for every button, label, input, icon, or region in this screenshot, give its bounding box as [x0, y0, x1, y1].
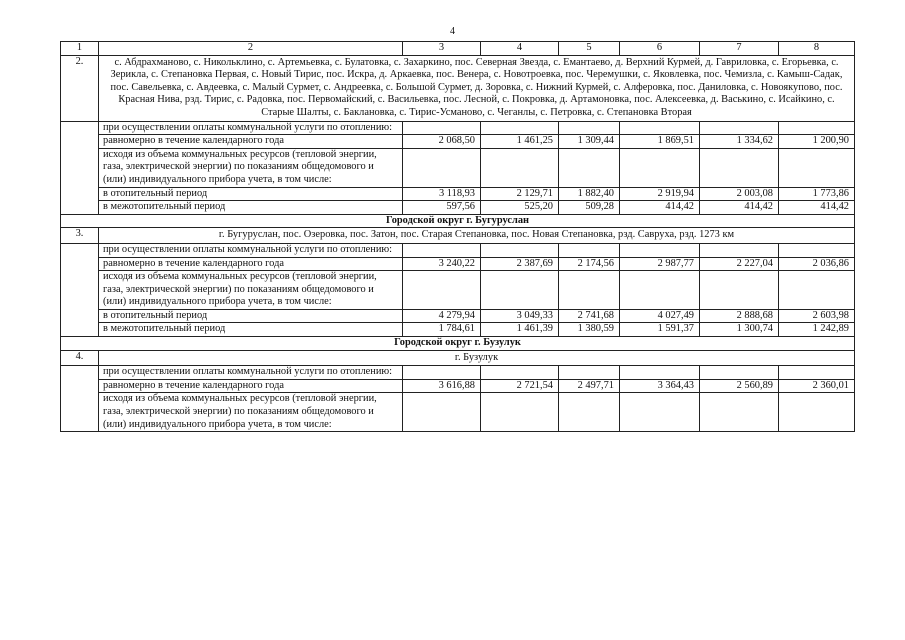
header-cell: 8	[779, 42, 855, 56]
district-name: Городской округ г. Бугуруслан	[61, 214, 855, 228]
value-cell	[700, 243, 779, 257]
value-cell	[779, 271, 855, 310]
table-row	[61, 257, 855, 271]
number-cell-blank	[61, 121, 99, 214]
value-cell	[403, 271, 481, 310]
value-cell	[403, 366, 481, 380]
value-cell: 1 461,39	[481, 323, 559, 337]
value-cell	[779, 393, 855, 432]
settlements-list: г. Бузулук	[99, 350, 855, 366]
district-row	[61, 337, 855, 351]
value-cell	[481, 121, 559, 135]
value-cell	[620, 366, 700, 380]
row-label: в межотопительный период	[99, 323, 403, 337]
value-cell	[481, 271, 559, 310]
value-cell: 1 242,89	[779, 323, 855, 337]
value-cell: 2 987,77	[620, 257, 700, 271]
value-cell: 1 380,59	[559, 323, 620, 337]
value-cell	[481, 393, 559, 432]
value-cell: 2 129,71	[481, 187, 559, 201]
table-row	[61, 148, 855, 187]
value-cell: 2 888,68	[700, 309, 779, 323]
value-cell: 509,28	[559, 201, 620, 215]
value-cell	[403, 243, 481, 257]
value-cell: 2 360,01	[779, 379, 855, 393]
row-number: 4.	[61, 350, 99, 366]
value-cell	[559, 271, 620, 310]
value-cell: 1 309,44	[559, 135, 620, 149]
value-cell: 3 240,22	[403, 257, 481, 271]
table-row	[61, 135, 855, 149]
value-cell: 414,42	[620, 201, 700, 215]
value-cell: 3 616,88	[403, 379, 481, 393]
value-cell	[481, 366, 559, 380]
value-cell: 2 741,68	[559, 309, 620, 323]
value-cell	[481, 148, 559, 187]
settlements-list: г. Бугуруслан, пос. Озеровка, пос. Затон, пос. Старая Степановка, пос. Новая Степановка, рзд. Савруха, рзд. 1273 км	[99, 228, 855, 244]
tariff-table	[60, 41, 855, 432]
header-cell: 2	[99, 42, 403, 56]
value-cell: 1 334,62	[700, 135, 779, 149]
value-cell	[403, 148, 481, 187]
table-row	[61, 366, 855, 380]
table-row	[61, 323, 855, 337]
value-cell	[559, 393, 620, 432]
value-cell: 1 869,51	[620, 135, 700, 149]
row-label: при осуществлении оплаты коммунальной услуги по отоплению:	[99, 366, 403, 380]
value-cell	[620, 393, 700, 432]
row-label: равномерно в течение календарного года	[99, 379, 403, 393]
table-row	[61, 121, 855, 135]
value-cell: 2 003,08	[700, 187, 779, 201]
header-cell: 3	[403, 42, 481, 56]
value-cell: 2 068,50	[403, 135, 481, 149]
value-cell: 4 279,94	[403, 309, 481, 323]
column-numbers-row	[61, 42, 855, 56]
value-cell: 4 027,49	[620, 309, 700, 323]
value-cell	[779, 366, 855, 380]
row-label: в отопительный период	[99, 309, 403, 323]
district-name: Городской округ г. Бузулук	[61, 337, 855, 351]
value-cell	[779, 243, 855, 257]
value-cell: 1 461,25	[481, 135, 559, 149]
value-cell	[620, 148, 700, 187]
header-cell: 1	[61, 42, 99, 56]
value-cell: 1 300,74	[700, 323, 779, 337]
header-cell: 5	[559, 42, 620, 56]
value-cell	[700, 366, 779, 380]
row-number: 2.	[61, 55, 99, 121]
value-cell	[559, 243, 620, 257]
value-cell	[559, 366, 620, 380]
value-cell	[620, 271, 700, 310]
value-cell	[481, 243, 559, 257]
value-cell	[620, 243, 700, 257]
locations-row	[61, 350, 855, 366]
row-label: равномерно в течение календарного года	[99, 135, 403, 149]
table-row	[61, 271, 855, 310]
row-label: исходя из объема коммунальных ресурсов (тепловой энергии, газа, электрической энергии) по показаниям общедомового и (или) индивидуального прибора учета, в том числе:	[99, 393, 403, 432]
value-cell: 1 784,61	[403, 323, 481, 337]
settlements-list: с. Абдрахманово, с. Никольклино, с. Артемьевка, с. Булатовка, с. Захаркино, пос. Северная Звезда, с. Емантаево, д. Верхний Курмей, д. Гавриловка, с. Егорьевка, с. Зерикла, с. Степановка Первая, с. Новый Тирис, пос. Искра, д. Аркаевка, пос. Венера, с. Новотроевка, пос. Черемушки, с. Яковлевка, пос. Чемизла, с. Камыш-Садак, пос. Савельевка, с. Авдеевка, с. Малый Сурмет, с. Андреевка, с. Большой Сурмет, д. Зоровка, с. Нижний Курмей, с. Алферовка, пос. Даниловка, с. Новоякупово, пос. Красная Нива, рзд. Тирис, с. Радовка, пос. Первомайский, с. Васильевка, пос. Лесной, с. Покровка, д. Артамоновка, пос. Алексеевка, д. Васькино, с. Исайкино, с. Старые Шалты, с. Баклановка, с. Тирис-Усманово, с. Чеганлы, с. Петровка, с. Степановка Вторая	[99, 55, 855, 121]
value-cell: 2 227,04	[700, 257, 779, 271]
value-cell: 1 591,37	[620, 323, 700, 337]
value-cell: 1 200,90	[779, 135, 855, 149]
value-cell: 2 387,69	[481, 257, 559, 271]
table-row	[61, 201, 855, 215]
row-label: в межотопительный период	[99, 201, 403, 215]
row-label: при осуществлении оплаты коммунальной услуги по отоплению:	[99, 121, 403, 135]
row-label: исходя из объема коммунальных ресурсов (тепловой энергии, газа, электрической энергии) по показаниям общедомового и (или) индивидуального прибора учета, в том числе:	[99, 148, 403, 187]
row-label: исходя из объема коммунальных ресурсов (тепловой энергии, газа, электрической энергии) по показаниям общедомового и (или) индивидуального прибора учета, в том числе:	[99, 271, 403, 310]
value-cell	[700, 393, 779, 432]
value-cell: 2 919,94	[620, 187, 700, 201]
table-row	[61, 243, 855, 257]
value-cell: 2 721,54	[481, 379, 559, 393]
value-cell: 414,42	[700, 201, 779, 215]
value-cell: 3 049,33	[481, 309, 559, 323]
row-number: 3.	[61, 228, 99, 244]
value-cell: 2 560,89	[700, 379, 779, 393]
value-cell	[779, 148, 855, 187]
value-cell: 414,42	[779, 201, 855, 215]
table-row	[61, 309, 855, 323]
header-cell: 4	[481, 42, 559, 56]
value-cell: 525,20	[481, 201, 559, 215]
value-cell	[620, 121, 700, 135]
value-cell	[559, 148, 620, 187]
page-number: 4	[450, 26, 455, 37]
row-label: в отопительный период	[99, 187, 403, 201]
value-cell	[779, 121, 855, 135]
value-cell: 2 174,56	[559, 257, 620, 271]
row-label: равномерно в течение календарного года	[99, 257, 403, 271]
header-cell: 6	[620, 42, 700, 56]
table-row	[61, 379, 855, 393]
value-cell	[403, 121, 481, 135]
value-cell	[700, 271, 779, 310]
value-cell: 1 882,40	[559, 187, 620, 201]
value-cell	[559, 121, 620, 135]
value-cell: 2 603,98	[779, 309, 855, 323]
row-label: при осуществлении оплаты коммунальной услуги по отоплению:	[99, 243, 403, 257]
value-cell	[403, 393, 481, 432]
number-cell-blank	[61, 243, 99, 336]
value-cell: 1 773,86	[779, 187, 855, 201]
value-cell: 3 364,43	[620, 379, 700, 393]
table-row	[61, 187, 855, 201]
value-cell: 3 118,93	[403, 187, 481, 201]
value-cell: 2 497,71	[559, 379, 620, 393]
table-row	[61, 393, 855, 432]
header-cell: 7	[700, 42, 779, 56]
value-cell: 597,56	[403, 201, 481, 215]
locations-row	[61, 55, 855, 121]
table-body	[61, 42, 855, 432]
value-cell	[700, 121, 779, 135]
value-cell	[700, 148, 779, 187]
district-row	[61, 214, 855, 228]
locations-row	[61, 228, 855, 244]
number-cell-blank	[61, 366, 99, 432]
value-cell: 2 036,86	[779, 257, 855, 271]
